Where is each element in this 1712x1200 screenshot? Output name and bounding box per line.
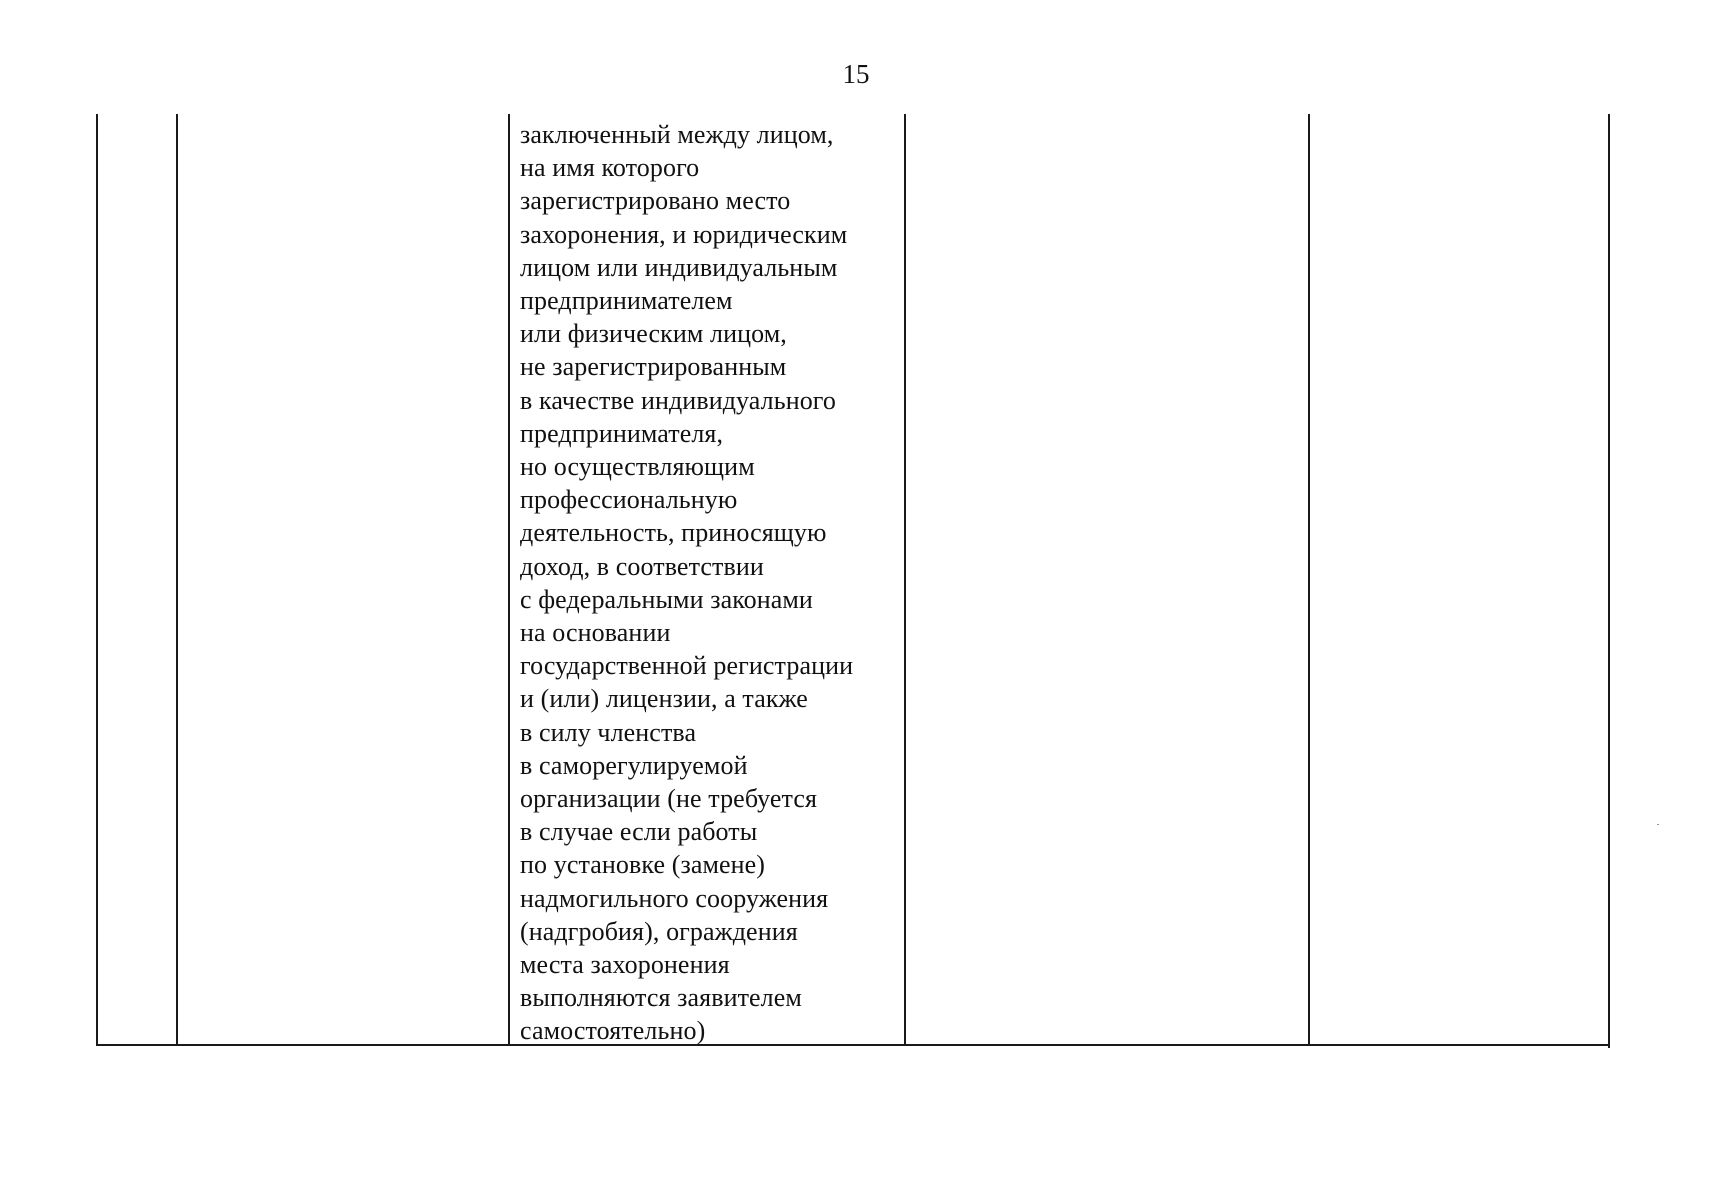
cell-text-line: самостоятельно) [520,1016,706,1046]
cell-text-line: (надгробия), ограждения [520,916,798,946]
cell-text-line: на основании [520,618,671,648]
cell-text-line: захоронения, и юридическим [520,219,848,249]
cell-text-line: не зарегистрированным [520,352,787,382]
cell-text-line: но осуществляющим [520,452,755,482]
column-divider-2 [508,114,510,1046]
cell-text-line: выполняются заявителем [520,983,802,1013]
cell-text-line: зарегистрировано место [520,186,791,216]
cell-text-line: деятельность, приносящую [520,518,827,548]
cell-text-line: государственной регистрации [520,651,854,681]
document-table [96,114,1610,1048]
cell-text-line: на имя которого [520,153,700,183]
page-number: 15 [842,59,870,89]
cell-text-line: в случае если работы [520,817,758,847]
column-divider-1 [176,114,178,1046]
table-border-right [1608,114,1610,1048]
cell-text-line: в силу членства [520,717,697,747]
cell-text-line: предпринимателем [520,286,733,316]
column-divider-4 [1308,114,1310,1046]
cell-text-line: по установке (замене) [520,850,766,880]
cell-text-line: доход, в соответствии [520,551,764,581]
cell-text-line: организации (не требуется [520,784,818,814]
cell-text-line: лицом или индивидуальным [520,252,838,282]
cell-text-line: предпринимателя, [520,418,724,448]
scan-speck [1657,824,1659,825]
cell-text-line: или физическим лицом, [520,319,787,349]
cell-text-line: профессиональную [520,485,738,515]
cell-text-line: в качестве индивидуального [520,385,837,415]
cell-text-line: надмогильного сооружения [520,883,829,913]
cell-text-line: и (или) лицензии, а также [520,684,808,714]
column-divider-3 [904,114,906,1046]
cell-text-line: заключенный между лицом, [520,120,834,149]
cell-text-line: в саморегулируемой [520,750,748,780]
cell-text-line: с федеральными законами [520,584,813,614]
table-cell-text [520,118,904,1048]
table-border-left [96,114,98,1046]
cell-text-line: места захоронения [520,950,730,980]
